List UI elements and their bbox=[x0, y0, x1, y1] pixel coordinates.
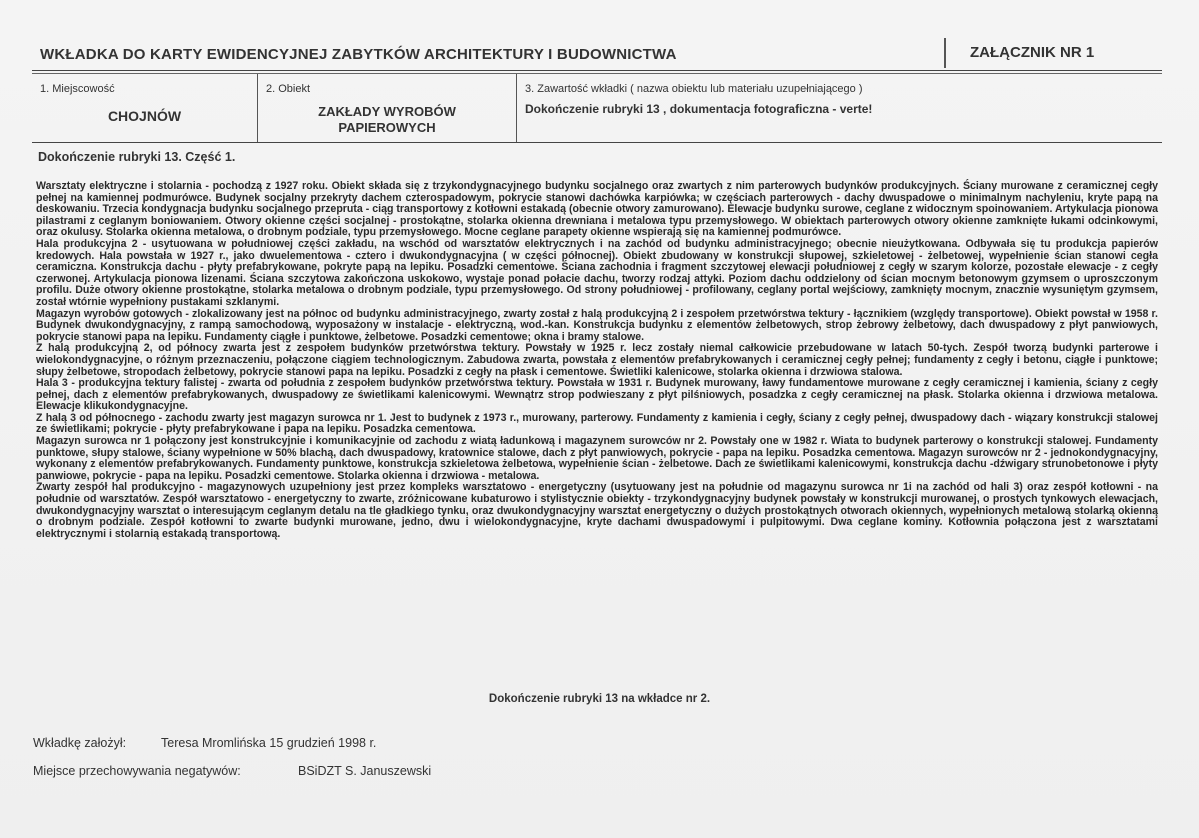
field-content-label: 3. Zawartość wkładki ( nazwa obiektu lub materiału uzupełniającego ) bbox=[525, 83, 863, 95]
field-object-value-line2: PAPIEROWYCH bbox=[338, 120, 436, 135]
card-title: WKŁADKA DO KARTY EWIDENCYJNEJ ZABYTKÓW ARCHITEKTURY I BUDOWNICTWA bbox=[40, 46, 677, 63]
field-content-value: Dokończenie rubryki 13 , dokumentacja fotograficzna - verte! bbox=[525, 102, 873, 116]
paragraph: Z halą 3 od północnego - zachodu zwarty jest magazyn surowca nr 1. Jest to budynek z 1973 r., murowany, parterowy. Fundamenty z kamienia i cegły, ściany z cegły pełnej, dwuspadowy dach - wiązary konstrukcji stalowej ze świetlikami; pokrycie - płyty prefabrykowane i papa na lepiku. Posadzka cementowa. bbox=[36, 411, 1158, 436]
field-place bbox=[32, 74, 258, 142]
paragraph: Magazyn surowca nr 1 połączony jest konstrukcyjnie i komunikacyjnie od zachodu z wiatą ładunkową i magazynem surowców nr 2. Powstały one w 1982 r. Wiata to budynek parterowy o konstrukcji stalowej. Fundamenty punktowe, słupy stalowe, ściany wypełnione w 50% blachą, dach dwuspadowy, kratownice stalowe, dach z płyt panwiowych, pokrycie - papa na lepiku. Posadzka cementowa. Magazyn surowców nr 2 - jednokondygnacyjny, wykonany z elementów prefabrykowanych. Fundamenty punktowe, konstrukcja szkieletowa żelbetowa, wypełnienie ścian - żelbetowe. Dach ze świetlikami kalenicowymi, konstrukcja dachu -dźwigary strunobetonowe i płyty panwiowe, pokrycie - papa na lepiku. Posadzki cementowe. Stolarka okienna i drzwiowa - metalowa. bbox=[36, 435, 1158, 482]
body-text bbox=[36, 181, 1158, 540]
fields-grid bbox=[32, 73, 1162, 143]
negatives-value: BSiDZT S. Januszewski bbox=[298, 764, 432, 778]
field-place-value: CHOJNÓW bbox=[107, 108, 182, 124]
field-object-value-line1: ZAKŁADY WYROBÓW bbox=[318, 104, 456, 119]
field-object-label: 2. Obiekt bbox=[266, 83, 311, 95]
paragraph: Warsztaty elektryczne i stolarnia - pochodzą z 1927 roku. Obiekt składa się z trzykondygnacyjnego budynku socjalnego oraz zwartych z nim parterowych budynków produkcyjnych. Ściany murowane z ceramicznej cegły pełnej na kamiennej podmurówce. Budynek socjalny przekryty dachem czterospadowym, pokrycie stanowi dachówka karpiówka; w częściach parterowych - dachy dwuspadowe o minimalnym nachyleniu, kryte papą na deskowaniu. Trzecia kondygnacja budynku socjalnego przepruta - ciąg transportowy z kotłowni estakadą (obecnie otwory zamurowano). Elewacje budynku surowe, ceglane z widocznym spoinowaniem. Artykulacja pionowa pilastrami z ceglanym boniowaniem. Otwory okienne części socjalnej - prostokątne, stolarka okienna drewniana i metalowa typu przemysłowego. W obiektach parterowych otwory okienne zamknięte łukami odcinkowymi, oraz okulusy. Stolarka okienna metalowa, o drobnym podziale, typu przemysłowego. Mocne ceglane parapety okienne wspierają się na kamiennej podmurówce. bbox=[36, 180, 1158, 239]
footer-founder bbox=[33, 736, 377, 750]
field-object bbox=[258, 74, 517, 142]
founder-value: Teresa Mromlińska 15 grudzień 1998 r. bbox=[161, 736, 377, 750]
card-header bbox=[32, 36, 1162, 71]
paragraph: Hala 3 - produkcyjna tektury falistej - zwarta od południa z zespołem budynków przetwórstwa tektury. Powstała w 1931 r. Budynek murowany, ławy fundamentowe murowane z cegły ceramicznej i kamienia, ściany z cegły pełnej, dach z elementów prefabrykowanych, dwuspadowy ze świetlikami kalenicowymi. Wewnątrz strop podwieszany z płyt pilśniowych, posadzka z cegły ceramicznej na płask. Stolarka okienna i drzwiowa metalowa. Elewacje klikukondygnacyjne. bbox=[36, 377, 1158, 413]
footer-negatives bbox=[33, 764, 432, 778]
section-title: Dokończenie rubryki 13. Część 1. bbox=[38, 150, 236, 164]
negatives-label: Miejsce przechowywania negatywów: bbox=[33, 764, 241, 778]
annex-number: ZAŁĄCZNIK NR 1 bbox=[970, 44, 1095, 61]
field-object-value bbox=[258, 104, 516, 136]
founder-label: Wkładkę założył: bbox=[33, 736, 127, 750]
paragraph: Hala produkcyjna 2 - usytuowana w południowej części zakładu, na wschód od warsztatów elektrycznych i na zachód od budynku administracyjnego; obecnie nieużytkowana. Odbywała się tu produkcja papierów kredowych. Hala powstała w 1927 r., jako dwuelementowa - cztero i dwukondygnacyjna ( w części północnej). Obiekt zbudowany w konstrukcji słupowej, szkieletowej - żelbetowej, wypełnienie ścian stanowi cegła ceramiczna. Konstrukcja dachu - płyty prefabrykowane, pokryte papą na lepiku. Posadzki cementowe. Ściana zachodnia i fragment szczytowej elewacji południowej z cegły w szarym kolorze, pozostałe elewacje - z cegły czerwonej. Artykulacja pionowa lizenami. Ściana szczytowa zakończona uskokowo, wystaje ponad połacie dachu, tworzy rodzaj attyki. Poziom dachu oddzielony od ścian mocnym betonowym gzymsem o uproszczonym profilu. Duże otwory okienne prostokątne, stolarka metalowa o drobnym podziale, typu przemysłowego. Od strony południowej - profilowany, ceglany portal wejściowy, zamknięty mocnym, znacznie wysuniętym gzymsem, został wtórnie wypełniony pustakami szklanymi. bbox=[36, 237, 1158, 308]
field-content bbox=[517, 74, 1162, 142]
paragraph: Magazyn wyrobów gotowych - zlokalizowany jest na północ od budynku administracyjnego, zwarty został z halą produkcyjną 2 i zespołem przetwórstwa tektury - łącznikiem (względy transportowe). Obiekt powstał w 1958 r. Budynek dwukondygnacyjny, z rampą samochodową, wyposażony w instalacje - elektryczną, wod.-kan. Konstrukcja budynku z elementów żelbetowych, strop żebrowy żelbetowy, dach dwuspadowy z płyt panwiowych, pokrycie stanowi papa na lepiku. Fundamenty ciągłe i punktowe, żelbetowe. Posadzki cementowe; okna i bramy stalowe. bbox=[36, 307, 1158, 343]
continued-note: Dokończenie rubryki 13 na wkładce nr 2. bbox=[488, 693, 711, 705]
header-divider bbox=[944, 38, 946, 68]
field-place-label: 1. Miejscowość bbox=[40, 83, 115, 95]
paragraph: Zwarty zespół hal produkcyjno - magazynowych uzupełniony jest przez kompleks warsztatowo - energetyczny (usytuowany jest na południe od magazynu surowca nr 1i na zachód od hali 3) oraz zespół kotłowni - na południe od warsztatów. Zespół warsztatowo - energetyczny to zwarte, zróżnicowane kubaturowo i stylistycznie obiekty - trzykondygnacyjny budynek powstały w konstrukcji murowanej, o prostych tynkowych elewacjach, dwukondygnacyjny warsztat o interesującym ceglanym detalu na tle gładkiego tynku, oraz dwukondygnacyjny warsztat energetyczny o dużych prostokątnych otworach okiennych, wypełnionych metalową stolarką okienną o drobnym podziale. Zespół kotłowni to zwarte budynki murowane, jedno, dwu i wielokondygnacyjne, kryte dachami dwuspadowymi i pulpitowymi. Dwa ceglane kominy. Kotłownia połączona jest z warsztatami elektrycznymi i stolarnią estakadą transportową. bbox=[36, 481, 1158, 540]
paragraph: Z halą produkcyjną 2, od północy zwarta jest z zespołem budynków przetwórstwa tektury. Powstały w 1925 r. lecz zostały niemal całkowicie przebudowane w latach 50-tych. Zespół tworzą budynki parterowe i wielokondygnacyjne, o różnym przeznaczeniu, połączone ciągiem technologicznym. Zabudowa zwarta, powstała z elementów prefabrykowanych i ceramicznej cegły pełnej; fundamenty z cegły i betonu, ciągłe i punktowe; słupy żelbetowe, stropodach żelbetowy, pokrycie stanowi papa na lepiku. Posadzki z cegły na płask i cementowe. Świetliki kalenicowe, stolarka okienna i drzwiowa stalowa. bbox=[36, 342, 1158, 378]
